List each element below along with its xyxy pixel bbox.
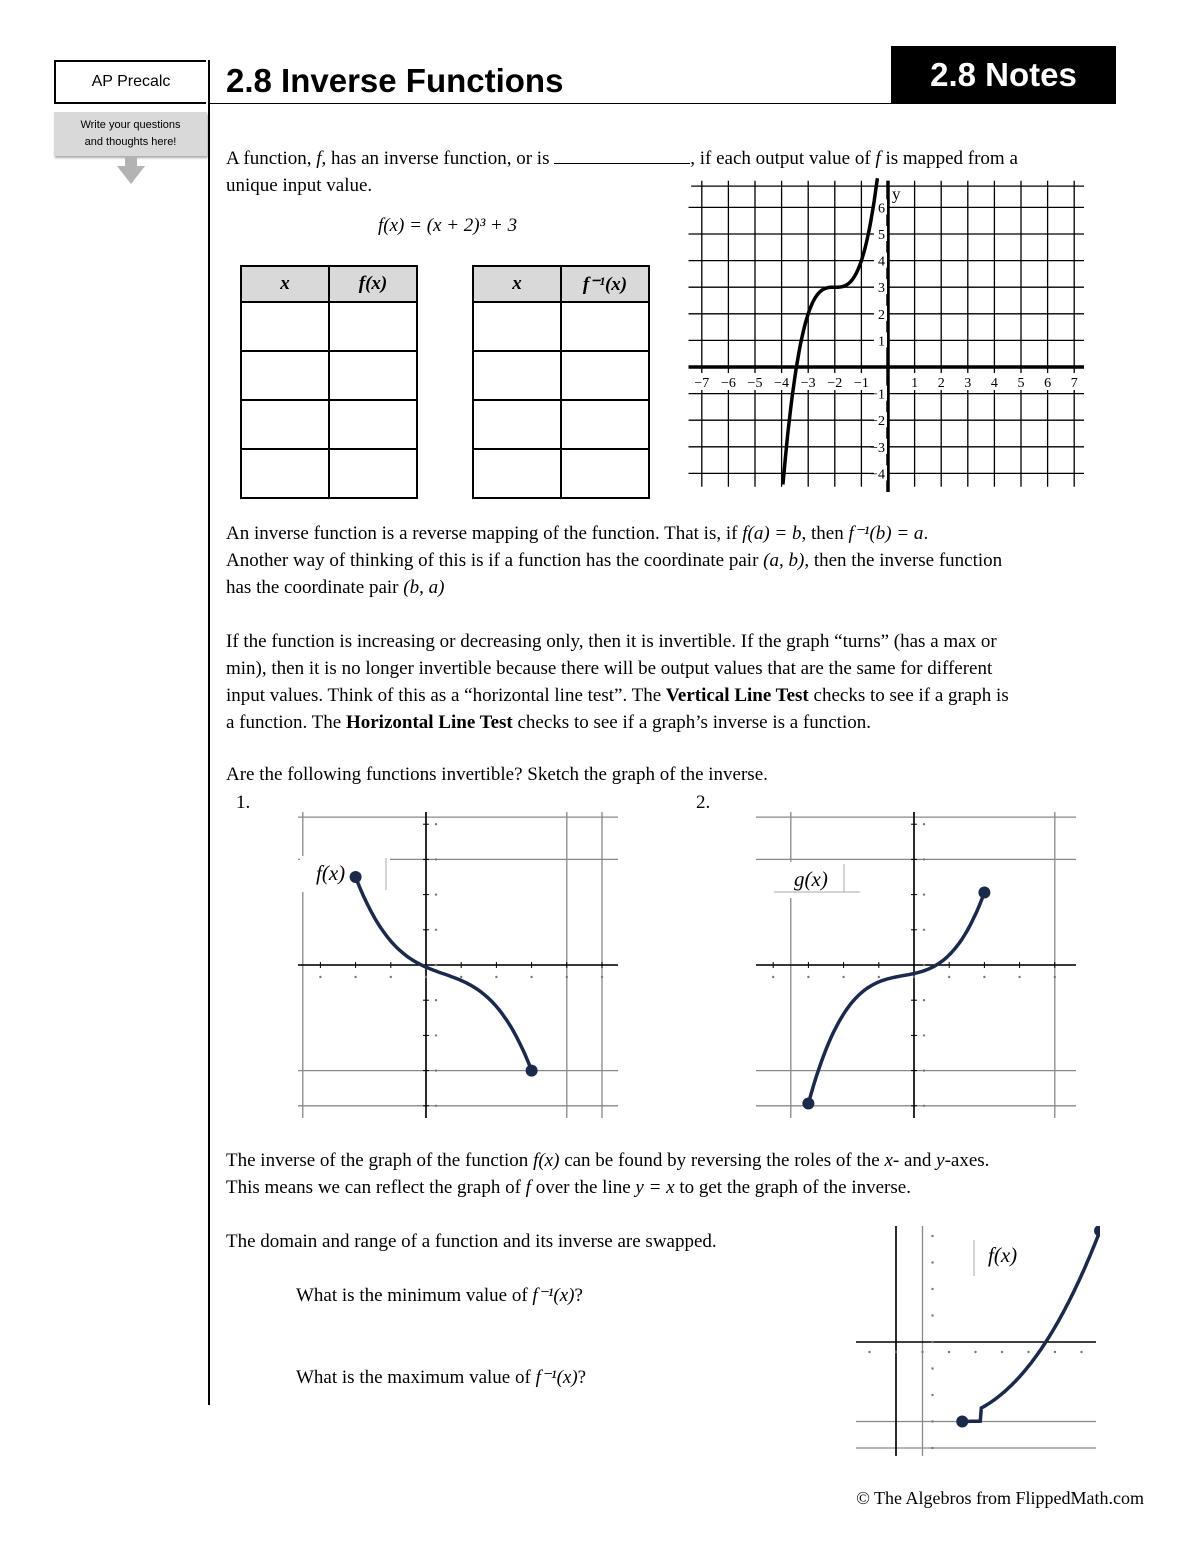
x-tick-label: −7: [694, 376, 710, 391]
margin-divider: [208, 60, 210, 1405]
endpoint: [956, 1416, 968, 1428]
y-axis-label: y: [892, 184, 901, 204]
text: This means we can reflect the graph of: [226, 1177, 526, 1198]
notes-prompt-line2: and thoughts here!: [84, 136, 177, 148]
text: a function. The: [226, 712, 346, 733]
table-cell[interactable]: [473, 449, 561, 498]
y-tick-label: 5: [878, 228, 885, 243]
intro-text: , has an inverse function, or is: [321, 148, 555, 169]
math-text: y = x: [635, 1177, 675, 1198]
y-tick-label: −1: [870, 387, 885, 403]
table-header-x: x: [473, 266, 561, 302]
problem-1-graph[interactable]: [298, 812, 618, 1118]
x-tick-label: 2: [937, 376, 945, 391]
math-text: y: [936, 1150, 945, 1171]
text: - and: [892, 1150, 937, 1171]
endpoint: [350, 871, 362, 883]
function-curve: [356, 877, 532, 1071]
endpoint: [978, 886, 990, 898]
x-tick-label: −5: [747, 376, 763, 391]
math-text: f: [525, 1177, 531, 1198]
page-title: 2.8 Inverse Functions: [226, 62, 564, 99]
bold-term: Horizontal Line Test: [345, 712, 513, 733]
math-text: (b, a): [403, 577, 445, 598]
math-text: (a, b): [763, 550, 805, 571]
fill-in-blank[interactable]: [554, 145, 690, 164]
math-text: f⁻¹(x): [535, 1367, 578, 1388]
math-text: f(x): [533, 1150, 560, 1171]
reflection-paragraph: [226, 1147, 1146, 1201]
table-cell[interactable]: [329, 351, 417, 400]
text: , then: [801, 523, 849, 544]
x-tick-label: 7: [1070, 376, 1078, 391]
table-cell[interactable]: [561, 351, 649, 400]
notes-badge: 2.8 Notes: [891, 46, 1116, 104]
horizontal-line-test-paragraph: [226, 628, 1156, 736]
table-cell[interactable]: [561, 302, 649, 351]
x-tick-label: 5: [1017, 376, 1025, 391]
table-cell[interactable]: [561, 400, 649, 449]
notes-prompt: [54, 112, 207, 156]
table-cell[interactable]: [329, 449, 417, 498]
endpoint: [526, 1065, 538, 1077]
x-tick-label: 6: [1044, 376, 1052, 391]
table-header-fx: f(x): [329, 266, 417, 302]
cubic-graph[interactable]: [688, 176, 1084, 492]
intro-text: is mapped from a: [880, 148, 1018, 169]
intro-text: A function,: [226, 148, 317, 169]
function-curve: [808, 893, 984, 1104]
copyright-footer: © The Algebros from FlippedMath.com: [856, 1488, 1144, 1508]
y-tick-label: −2: [870, 414, 885, 430]
cubic-curve: [783, 178, 878, 484]
domain-range-graph[interactable]: [856, 1226, 1100, 1456]
x-tick-label: −6: [720, 376, 736, 391]
text: can be found by reversing the roles of the: [559, 1150, 885, 1171]
table-cell[interactable]: [329, 302, 417, 351]
question-prompt: Are the following functions invertible? Sketch the graph of the inverse.: [226, 764, 768, 785]
max-value-question: [296, 1364, 586, 1391]
text: input values. Think of this as a “horizontal line test”. The: [226, 685, 666, 706]
math-text: f(a) = b: [742, 523, 802, 544]
course-label: AP Precalc: [54, 60, 206, 104]
function-table: [240, 265, 418, 499]
text: What is the maximum value of: [296, 1367, 536, 1388]
x-tick-label: −3: [800, 376, 816, 391]
function-equation: f(x) = (x + 2)³ + 3: [378, 215, 518, 236]
x-tick-label: −2: [827, 376, 843, 391]
text: over the line: [530, 1177, 636, 1198]
y-tick-label: 2: [878, 307, 885, 323]
text: An inverse function is a reverse mapping of the function. That is, if: [226, 523, 743, 544]
table-header-x: x: [241, 266, 329, 302]
table-cell[interactable]: [241, 400, 329, 449]
intro-f: f: [316, 148, 322, 169]
y-tick-label: 1: [878, 334, 885, 350]
problem-2-number: 2.: [696, 792, 711, 813]
down-arrow-icon: [114, 156, 148, 186]
y-tick-label: 6: [878, 201, 885, 217]
text: -axes.: [944, 1150, 990, 1171]
domain-range-text: The domain and range of a function and its inverse are swapped.: [226, 1231, 717, 1252]
intro-text: , if each output value of: [690, 148, 876, 169]
text: ?: [577, 1367, 587, 1388]
table-header-finv: f⁻¹(x): [561, 266, 649, 302]
inverse-definition-paragraph: [226, 520, 1146, 601]
function-label: f(x): [316, 861, 346, 885]
text: checks to see if a graph’s inverse is a function.: [512, 712, 871, 733]
intro-line2: unique input value.: [226, 175, 373, 196]
table-cell[interactable]: [561, 449, 649, 498]
y-tick-label: −3: [870, 440, 885, 456]
text: checks to see if a graph is: [808, 685, 1009, 706]
table-cell[interactable]: [473, 351, 561, 400]
text: If the function is increasing or decreasing only, then it is invertible. If the graph “turns” (has a max or: [226, 631, 997, 652]
math-text: x: [884, 1150, 893, 1171]
x-tick-label: 4: [990, 376, 998, 391]
problem-2-graph[interactable]: [756, 812, 1076, 1118]
text: .: [923, 523, 929, 544]
table-cell[interactable]: [241, 449, 329, 498]
inverse-table: [472, 265, 650, 499]
text: has the coordinate pair: [226, 577, 404, 598]
table-cell[interactable]: [241, 302, 329, 351]
text: The inverse of the graph of the function: [226, 1150, 534, 1171]
y-tick-label: −4: [870, 467, 885, 483]
endpoint: [1094, 1226, 1100, 1237]
table-cell[interactable]: [329, 400, 417, 449]
text: ?: [574, 1285, 583, 1306]
table-cell[interactable]: [241, 351, 329, 400]
x-tick-label: −1: [853, 376, 869, 391]
function-curve: [962, 1231, 1100, 1422]
y-tick-label: 4: [878, 254, 885, 270]
min-value-question: [296, 1282, 583, 1309]
table-cell[interactable]: [473, 400, 561, 449]
problem-1-number: 1.: [236, 792, 251, 813]
math-text: f⁻¹(x): [532, 1285, 575, 1306]
endpoint: [802, 1098, 814, 1110]
y-tick-label: 3: [878, 281, 885, 297]
function-label: g(x): [794, 867, 828, 891]
function-label: f(x): [988, 1243, 1018, 1267]
x-tick-label: 1: [911, 376, 919, 391]
intro-f: f: [875, 148, 881, 169]
math-text: f⁻¹(b) = a: [848, 523, 924, 544]
table-cell[interactable]: [473, 302, 561, 351]
text: to get the graph of the inverse.: [674, 1177, 911, 1198]
x-tick-label: 3: [964, 376, 972, 391]
bold-term: Vertical Line Test: [665, 685, 809, 706]
text: min), then it is no longer invertible because there will be output values that are the same for different: [226, 658, 993, 679]
text: , then the inverse function: [804, 550, 1003, 571]
text: Another way of thinking of this is if a function has the coordinate pair: [226, 550, 764, 571]
x-tick-label: −4: [774, 376, 790, 391]
text: What is the minimum value of: [296, 1285, 533, 1306]
notes-prompt-line1: Write your questions: [80, 119, 181, 131]
